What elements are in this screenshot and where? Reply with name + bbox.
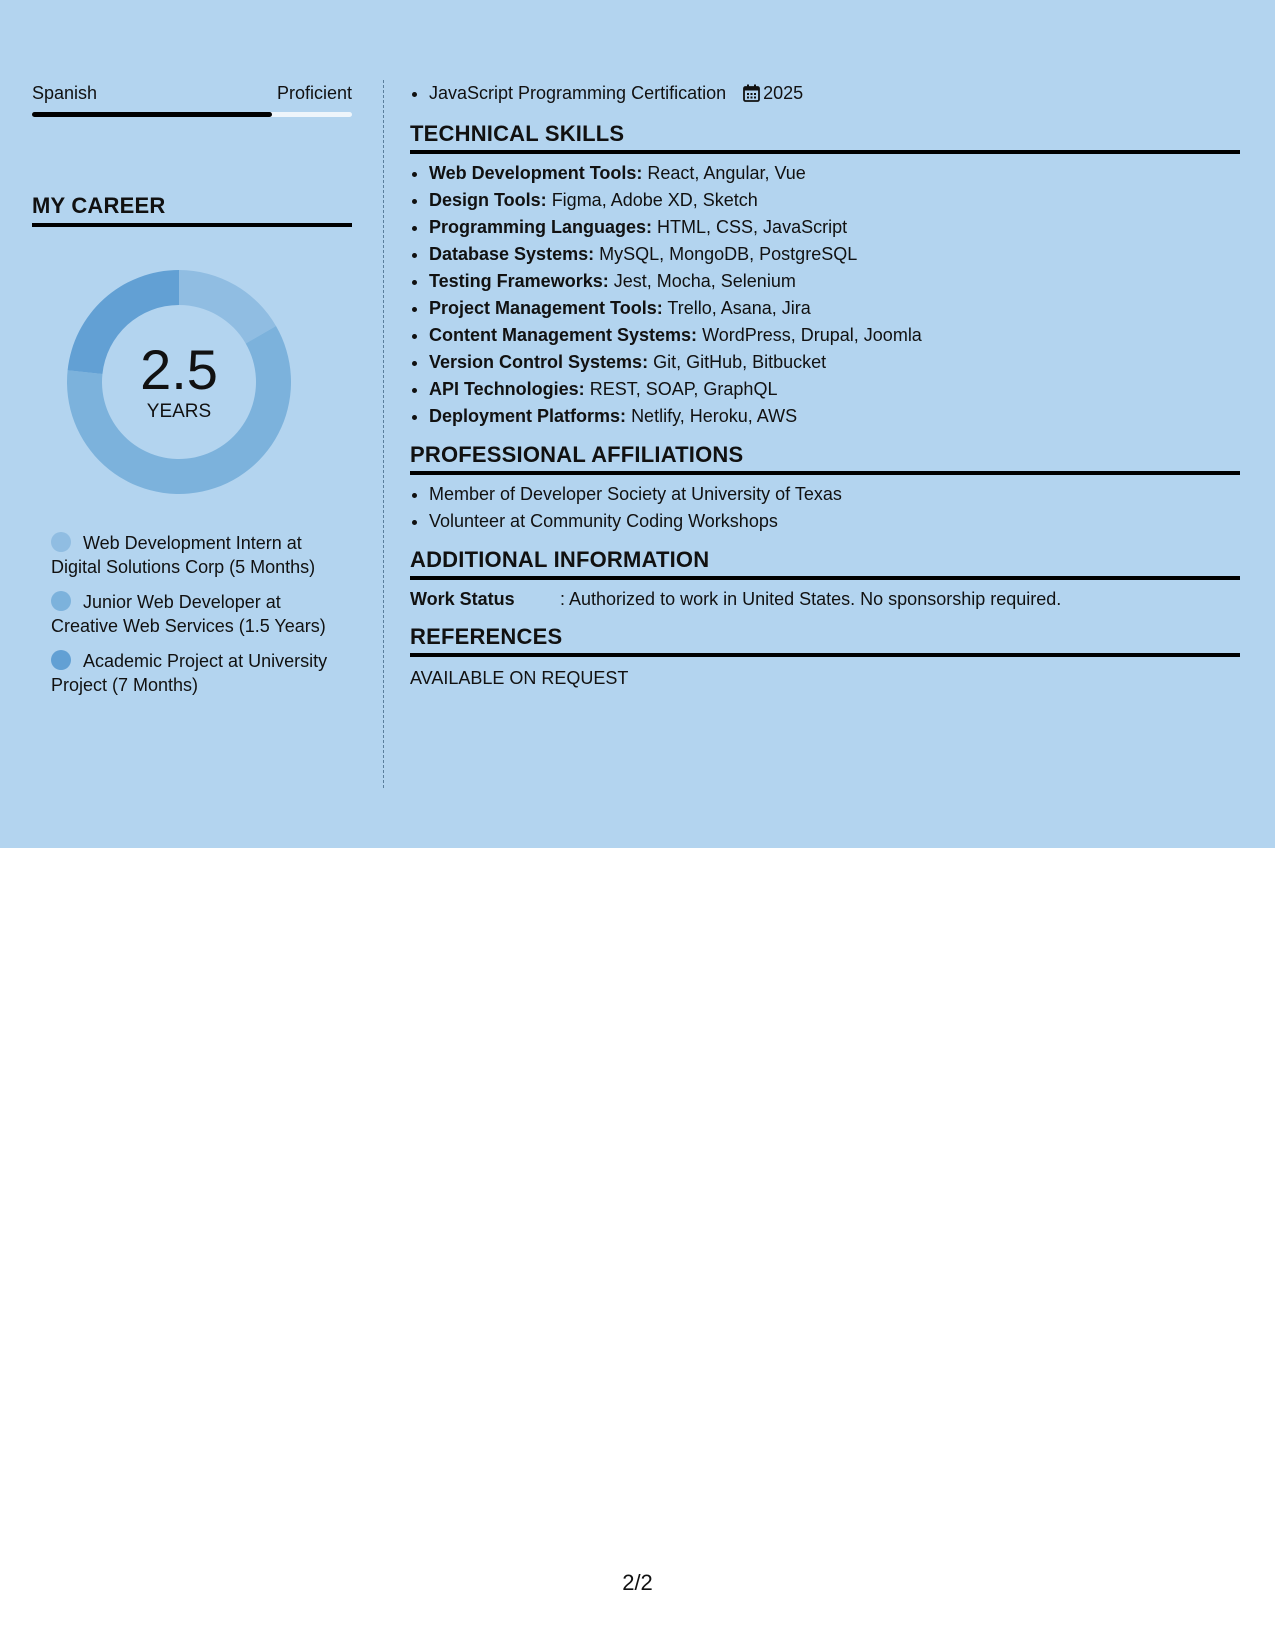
skill-value: WordPress, Drupal, Joomla — [702, 325, 922, 345]
career-total-unit: YEARS — [146, 401, 212, 422]
skill-label: Version Control Systems: — [429, 352, 649, 372]
calendar-icon — [743, 83, 760, 109]
career-total-value: 2.5 — [140, 338, 218, 401]
skill-label: Content Management Systems: — [429, 325, 698, 345]
affiliations-title: PROFESSIONAL AFFILIATIONS — [410, 442, 1240, 475]
skill-item — [429, 349, 1240, 376]
language-proficiency-fill — [32, 112, 272, 117]
language-row — [32, 80, 352, 106]
donut-center — [66, 269, 292, 495]
language-level: Proficient — [276, 83, 352, 103]
certification-list — [410, 80, 1240, 109]
skill-label: Database Systems: — [429, 244, 595, 264]
skill-value: MySQL, MongoDB, PostgreSQL — [599, 244, 858, 264]
skill-value: React, Angular, Vue — [647, 163, 806, 183]
skill-label: Design Tools: — [429, 190, 547, 210]
technical-skills-list — [410, 160, 1240, 430]
skill-item — [429, 268, 1240, 295]
legend-dot-icon — [51, 650, 71, 670]
skill-item — [429, 376, 1240, 403]
left-column — [32, 80, 352, 708]
skill-value: HTML, CSS, JavaScript — [657, 217, 848, 237]
work-status-label: Work Status — [410, 589, 515, 609]
language-proficiency-bar — [32, 112, 352, 117]
work-status-row — [410, 586, 1240, 612]
skill-value: Jest, Mocha, Selenium — [613, 271, 796, 291]
affiliation-item: • Volunteer at Community Coding Workshops — [429, 508, 1240, 535]
skill-label: Web Development Tools: — [429, 163, 643, 183]
skill-item — [429, 403, 1240, 430]
career-legend — [51, 531, 341, 697]
skill-item — [429, 295, 1240, 322]
right-column — [410, 80, 1240, 691]
certification-item — [429, 80, 1240, 109]
work-status-value: : Authorized to work in United States. No sponsorship required. — [560, 589, 1062, 609]
skill-item — [429, 160, 1240, 187]
legend-dot-icon — [51, 532, 71, 552]
legend-dot-icon — [51, 591, 71, 611]
legend-label: Academic Project at University Project (7 Months) — [51, 651, 328, 695]
affiliations-list — [410, 481, 1240, 535]
skill-label: Programming Languages: — [429, 217, 653, 237]
skill-value: REST, SOAP, GraphQL — [589, 379, 778, 399]
skill-item — [429, 322, 1240, 349]
legend-label: Web Development Intern at Digital Solutions Corp (5 Months) — [51, 533, 316, 577]
skill-label: API Technologies: — [429, 379, 585, 399]
skill-value: Git, GitHub, Bitbucket — [653, 352, 827, 372]
column-divider — [383, 80, 384, 788]
certification-year: 2025 — [763, 83, 804, 103]
additional-info-title: ADDITIONAL INFORMATION — [410, 547, 1240, 580]
certification-name: JavaScript Programming Certification — [429, 83, 727, 103]
skill-item — [429, 214, 1240, 241]
skill-value: Trello, Asana, Jira — [667, 298, 811, 318]
references-text: AVAILABLE ON REQUEST — [410, 668, 629, 688]
affiliation-item: • Member of Developer Society at University of Texas — [429, 481, 1240, 508]
skill-value: Figma, Adobe XD, Sketch — [551, 190, 758, 210]
skill-item — [429, 187, 1240, 214]
legend-label: Junior Web Developer at Creative Web Services (1.5 Years) — [51, 592, 326, 636]
legend-item — [51, 590, 341, 638]
career-section-title: MY CAREER — [32, 193, 352, 227]
skill-label: Project Management Tools: — [429, 298, 663, 318]
language-name: Spanish — [32, 83, 98, 103]
references-title: REFERENCES — [410, 624, 1240, 657]
legend-item — [51, 531, 341, 579]
skill-label: Testing Frameworks: — [429, 271, 609, 291]
skill-label: Deployment Platforms: — [429, 406, 627, 426]
technical-skills-title: TECHNICAL SKILLS — [410, 121, 1240, 154]
legend-item — [51, 649, 341, 697]
skill-item — [429, 241, 1240, 268]
language-entry — [32, 80, 352, 117]
career-donut-chart — [66, 269, 292, 495]
skill-value: Netlify, Heroku, AWS — [631, 406, 798, 426]
page-number: 2/2 — [622, 1570, 653, 1595]
